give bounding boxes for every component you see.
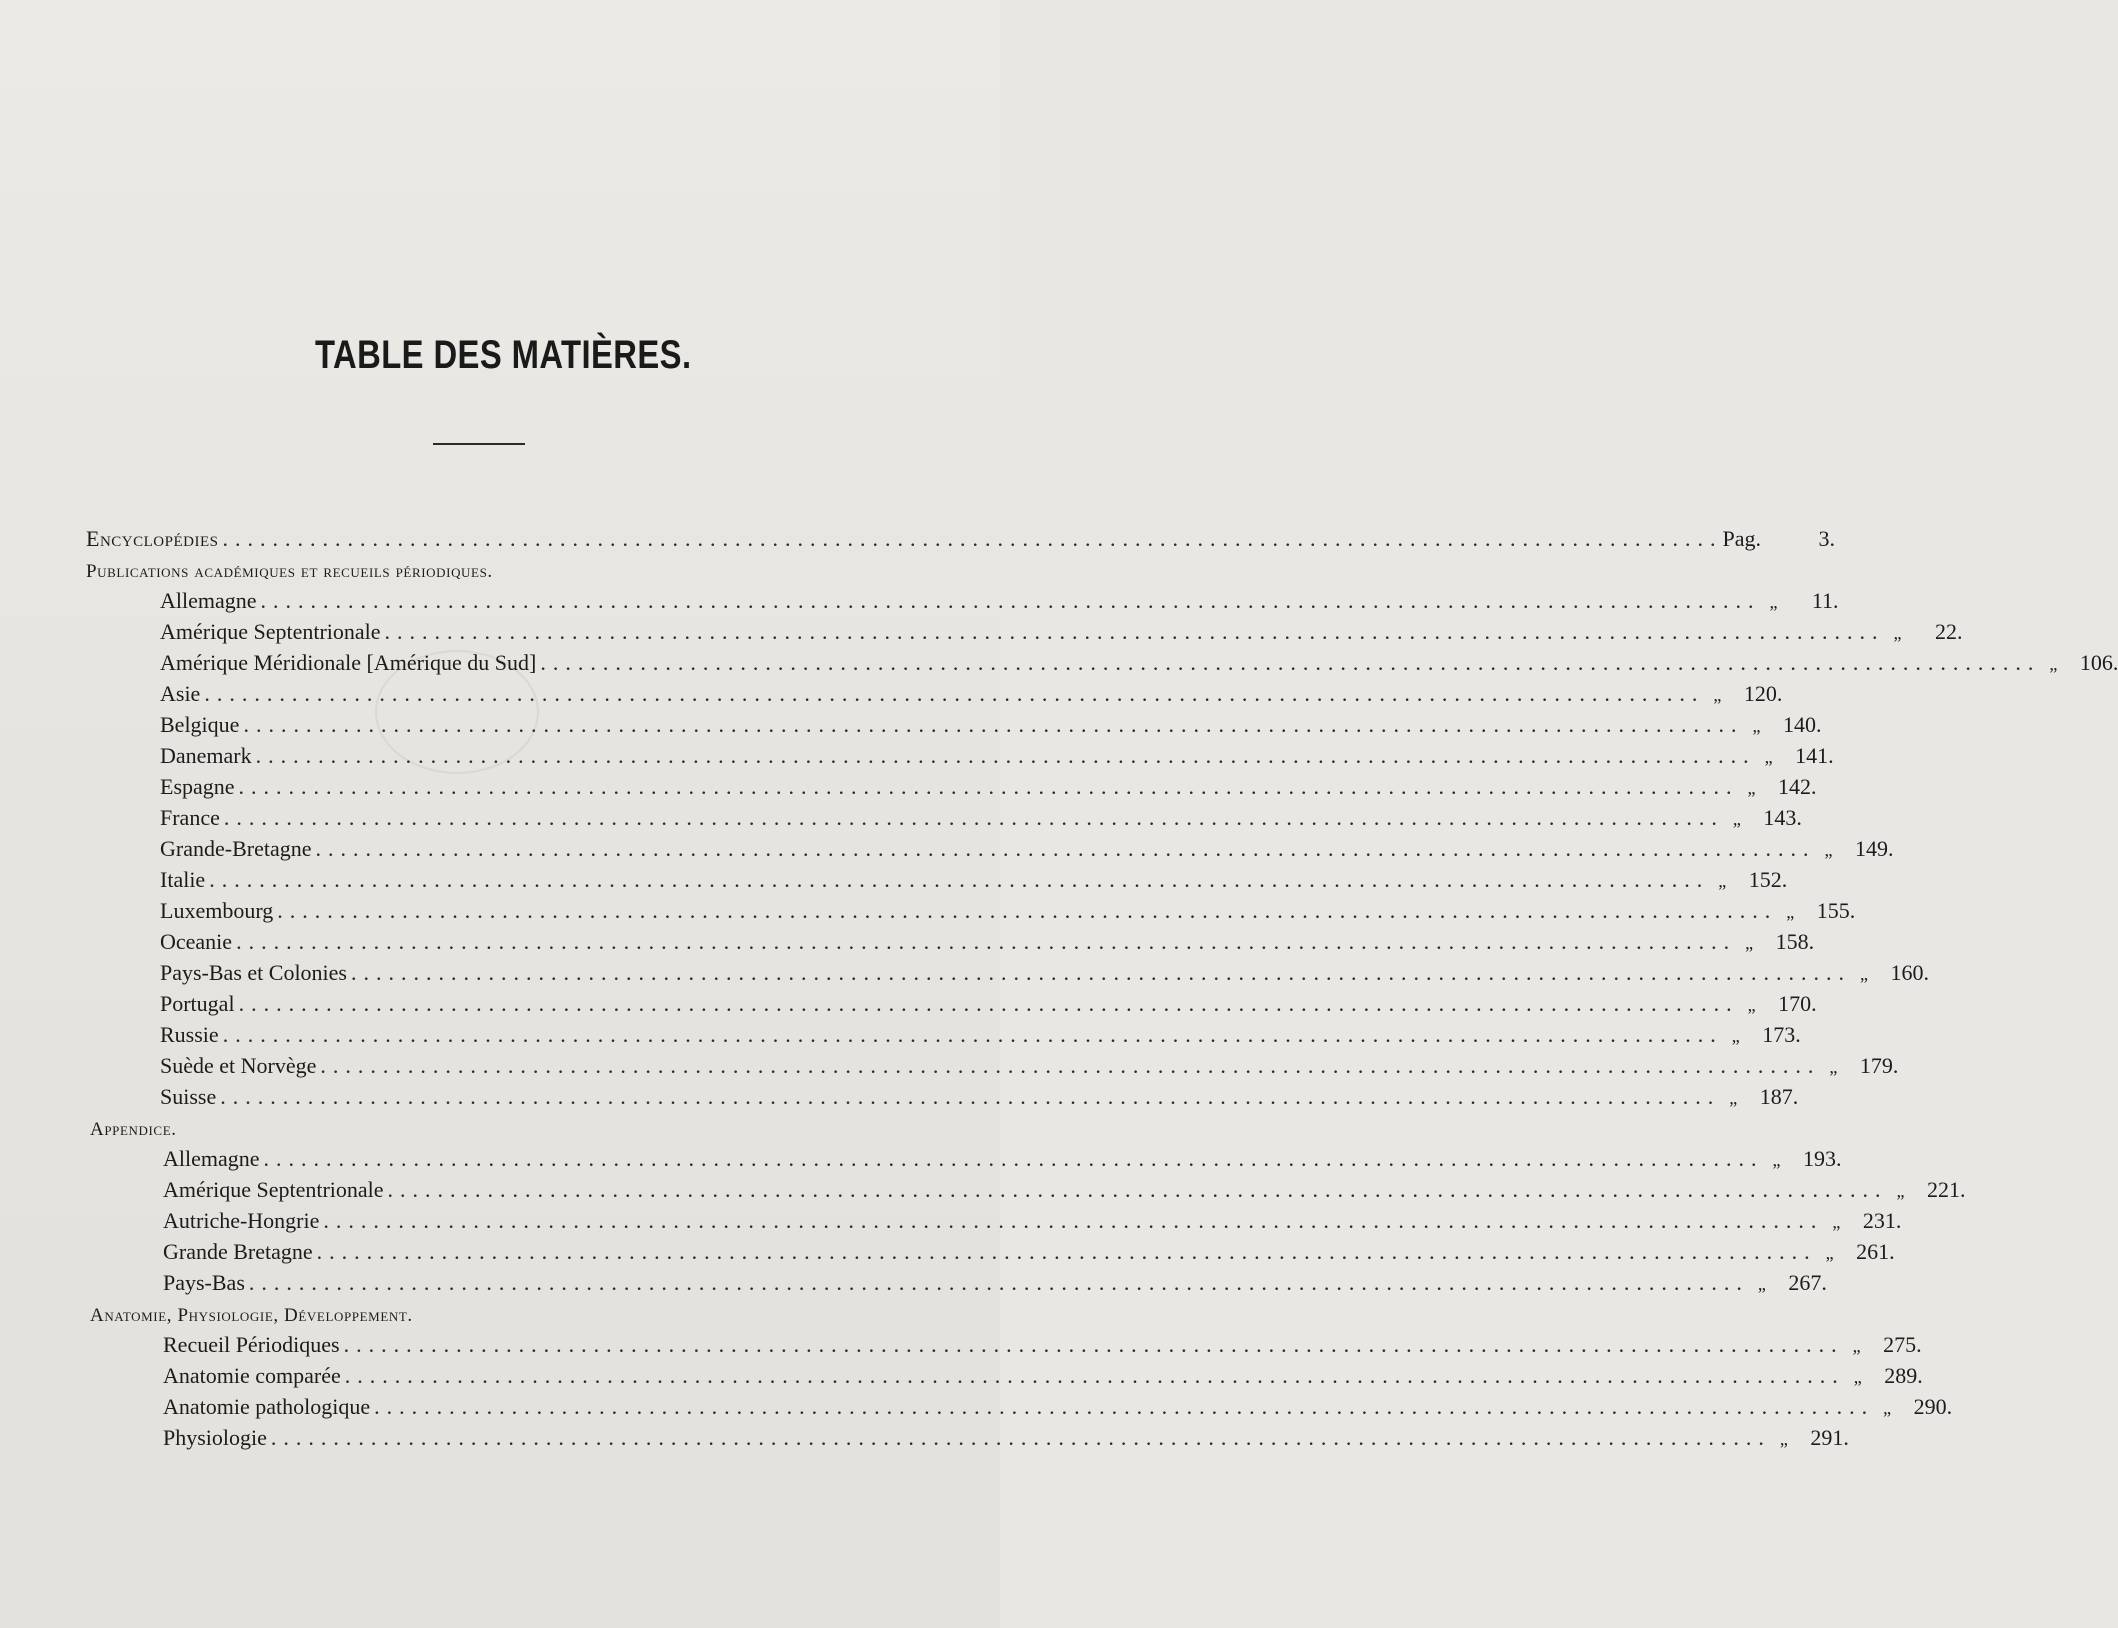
toc-entry	[160, 619, 1963, 649]
ditto-mark: „	[1825, 1243, 1834, 1263]
toc-entry	[160, 650, 2118, 680]
page-number: 120.	[1743, 681, 1783, 706]
page-number: 143.	[1763, 805, 1802, 830]
page-title: TABLE DES MATIÈRES.	[314, 333, 692, 377]
dot-leader: ........................................................................................................................	[209, 867, 1710, 892]
dot-leader: ........................................................................................................................	[204, 681, 1705, 706]
toc-entry	[86, 526, 1835, 556]
section-heading: Anatomie, Physiologie, Développement.	[90, 1305, 413, 1326]
dot-leader: ........................................................................................................................	[260, 588, 1761, 613]
dot-leader: ........................................................................................................................	[384, 619, 1885, 644]
toc-entry	[163, 1270, 1827, 1300]
ditto-mark: „	[1745, 933, 1754, 953]
ditto-mark: „	[1824, 840, 1833, 860]
dot-leader: ........................................................................................................................	[374, 1394, 1875, 1419]
page-number: 187.	[1759, 1084, 1799, 1109]
ditto-mark: „	[1729, 1088, 1738, 1108]
page-number: 291.	[1810, 1425, 1849, 1450]
dot-leader: ........................................................................................................................	[270, 1425, 1771, 1450]
dot-leader: ........................................................................................................................	[255, 743, 1756, 768]
page-number: 275.	[1883, 1332, 1922, 1357]
ditto-mark: „	[1731, 1026, 1740, 1046]
dot-leader: ........................................................................................................................	[223, 805, 1724, 830]
toc-entry-label: Allemagne	[163, 1146, 260, 1171]
page-number: 179.	[1859, 1053, 1899, 1078]
ditto-mark: „	[1860, 964, 1868, 984]
toc-entry-label: Russie	[160, 1022, 219, 1047]
toc-entry	[160, 867, 1788, 897]
toc-entry-label: Pays-Bas	[163, 1270, 245, 1295]
dot-leader: ........................................................................................................................	[238, 991, 1739, 1016]
toc-entry-label: Suisse	[160, 1084, 217, 1109]
toc-entry-label: Allemagne	[160, 588, 257, 613]
page-number: 149.	[1854, 836, 1894, 861]
page-number: 170.	[1778, 991, 1817, 1016]
toc-entry	[163, 1425, 1849, 1455]
toc-entry	[160, 712, 1822, 742]
ditto-mark: „	[1747, 778, 1756, 798]
ditto-mark: „	[1757, 1274, 1766, 1294]
toc-entry	[160, 805, 1802, 835]
title-divider	[433, 443, 525, 445]
ditto-mark: „	[1853, 1367, 1862, 1387]
ditto-mark: „	[1764, 747, 1773, 767]
toc-entry-label: France	[160, 805, 220, 830]
section-heading: Publications académiques et recueils périodiques.	[86, 561, 493, 582]
toc-entry-label: Pays-Bas et Colonies	[160, 960, 347, 985]
toc-entry	[160, 681, 1783, 711]
toc-entry-label: Amérique Septentrionale	[160, 619, 381, 644]
page-number: 221.	[1927, 1177, 1966, 1202]
page-number: 152.	[1748, 867, 1788, 892]
ditto-mark: „	[1769, 592, 1778, 612]
toc-entry-label: Autriche-Hongrie	[163, 1208, 320, 1233]
toc-entry	[160, 1022, 1801, 1052]
toc-entry	[160, 774, 1817, 804]
ditto-mark: „	[1713, 685, 1722, 705]
section-heading: Appendice.	[90, 1119, 177, 1140]
ditto-mark: „	[1718, 871, 1727, 891]
toc-entry	[163, 1208, 1902, 1238]
ditto-mark: „	[1829, 1057, 1838, 1077]
page-number: 22.	[1935, 619, 1963, 644]
ditto-mark: „	[1852, 1336, 1861, 1356]
dot-leader: ........................................................................................................................	[351, 960, 1851, 985]
dot-leader: ........................................................................................................................	[222, 526, 1723, 551]
toc-entry	[163, 1177, 1966, 1207]
dot-leader: ........................................................................................................................	[316, 1239, 1817, 1264]
toc-entry-label: Anatomie pathologique	[163, 1394, 371, 1419]
page-number: 141.	[1795, 743, 1834, 768]
dot-leader: ........................................................................................................................	[243, 712, 1744, 737]
dot-leader: ........................................................................................................................	[343, 1332, 1844, 1357]
page-number: 11.	[1811, 588, 1839, 613]
toc-entry-label: Asie	[160, 681, 201, 706]
ditto-mark: „	[1732, 809, 1741, 829]
page-number: 155.	[1816, 898, 1856, 923]
ditto-mark: „	[1896, 1181, 1905, 1201]
toc-entry	[163, 1394, 1953, 1424]
toc-entry-label: Espagne	[160, 774, 235, 799]
page-number: 158.	[1775, 929, 1815, 954]
dot-leader: ........................................................................................................................	[320, 1053, 1821, 1078]
dot-leader: ........................................................................................................................	[323, 1208, 1824, 1233]
toc-entry	[160, 1053, 1899, 1083]
ditto-mark: „	[1752, 716, 1761, 736]
page-number: 3.	[1818, 526, 1835, 551]
toc-entry	[163, 1363, 1923, 1393]
toc-entry-label: Oceanie	[160, 929, 233, 954]
ditto-mark: „	[1747, 995, 1756, 1015]
toc-entry-label: Luxembourg	[160, 898, 274, 923]
toc-entry	[160, 588, 1839, 618]
page-number: 193.	[1803, 1146, 1842, 1171]
toc-entry-label: Recueil Périodiques	[163, 1332, 340, 1357]
dot-leader: ........................................................................................................................	[387, 1177, 1888, 1202]
page-number: 160.	[1890, 960, 1929, 985]
toc-entry-label: Encyclopédies	[86, 526, 219, 551]
toc-entry	[160, 836, 1894, 866]
page-number: 231.	[1862, 1208, 1902, 1233]
dot-leader: ........................................................................................................................	[277, 898, 1778, 923]
toc-entry	[160, 929, 1815, 959]
dot-leader: ........................................................................................................................	[238, 774, 1739, 799]
dot-leader: ........................................................................................................................	[236, 929, 1737, 954]
toc-entry-label: Belgique	[160, 712, 240, 737]
page-number: 140.	[1782, 712, 1822, 737]
page-number: 290.	[1913, 1394, 1953, 1419]
dot-leader: ........................................................................................................................	[220, 1084, 1721, 1109]
page-number: 267.	[1788, 1270, 1827, 1295]
toc-entry	[160, 898, 1856, 928]
toc-entry-label: Portugal	[160, 991, 235, 1016]
dot-leader: ........................................................................................................................	[248, 1270, 1749, 1295]
toc-entry-label: Grande Bretagne	[163, 1239, 313, 1264]
toc-entry-label: Physiologie	[163, 1425, 267, 1450]
toc-entry-label: Amérique Septentrionale	[163, 1177, 384, 1202]
toc-entry-label: Suède et Norvège	[160, 1053, 317, 1078]
page-number: 289.	[1884, 1363, 1923, 1388]
ditto-mark: „	[1772, 1150, 1781, 1170]
toc-entry	[160, 743, 1834, 773]
toc-entry	[163, 1146, 1842, 1176]
toc-entry	[160, 1084, 1799, 1114]
ditto-mark: „	[1883, 1398, 1892, 1418]
toc-entry	[160, 960, 1929, 990]
toc-entry-label: Italie	[160, 867, 206, 892]
dot-leader: ........................................................................................................................	[222, 1022, 1723, 1047]
dot-leader: ........................................................................................................................	[540, 650, 2041, 675]
ditto-mark: „	[2049, 654, 2058, 674]
toc-entry	[163, 1332, 1922, 1362]
ditto-mark: „	[1786, 902, 1795, 922]
page-number: 142.	[1778, 774, 1817, 799]
ditto-mark: „	[1832, 1212, 1841, 1232]
toc-entry	[163, 1239, 1895, 1269]
toc-entry	[160, 991, 1817, 1021]
toc-entry-label: Danemark	[160, 743, 252, 768]
toc-entry-label: Grande-Bretagne	[160, 836, 312, 861]
toc-entry-label: Anatomie comparée	[163, 1363, 341, 1388]
page-number: 261.	[1856, 1239, 1895, 1264]
dot-leader: ........................................................................................................................	[263, 1146, 1764, 1171]
page-number: 173.	[1762, 1022, 1801, 1047]
toc-entry-label: Amérique Méridionale [Amérique du Sud]	[160, 650, 537, 675]
dot-leader: ........................................................................................................................	[315, 836, 1816, 861]
page-number: 106.	[2079, 650, 2118, 675]
dot-leader: ........................................................................................................................	[344, 1363, 1845, 1388]
ditto-mark: „	[1779, 1429, 1788, 1449]
ditto-mark: „	[1893, 623, 1902, 643]
page-prefix: Pag.	[1722, 526, 1761, 551]
